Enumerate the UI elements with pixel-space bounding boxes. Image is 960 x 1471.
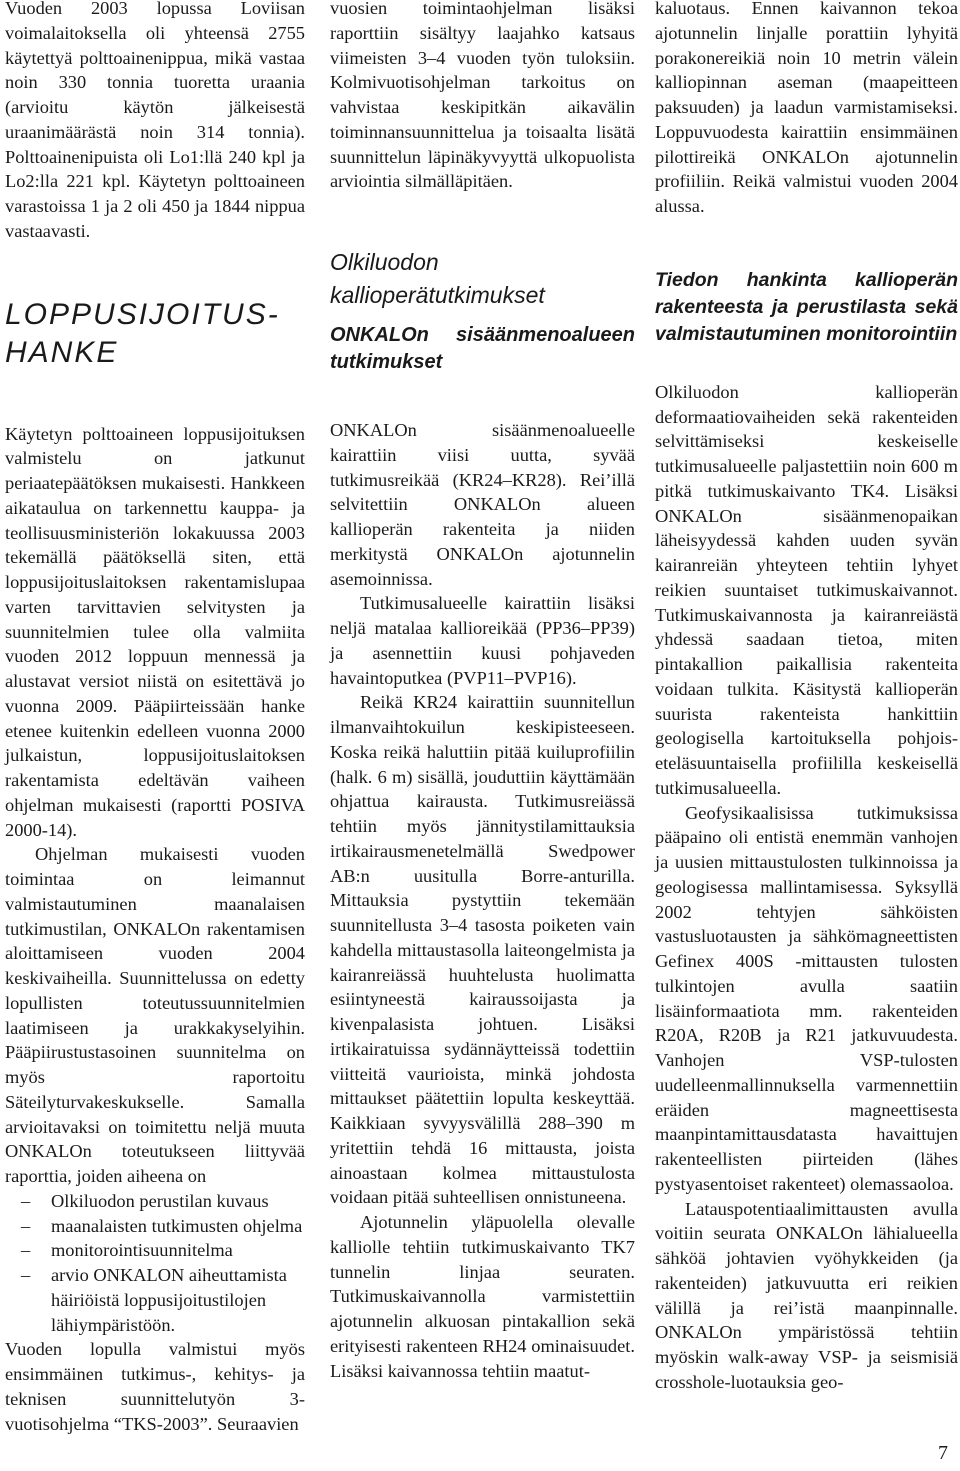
body-paragraph: Latauspotentiaalimittausten avulla voitiin seurata ONKALOn lähialueella sähköä johtavien vyöhykkeiden (ja rakenteiden) jatkuvuutta eri reikien välillä ja rei’istä maanpinnalle. ONKALOn ympäristössä tehtiin myöskin walk-away VSP- ja seismisiä crosshole-luotauksia geo-: [655, 1198, 958, 1392]
intro-paragraph: Vuoden 2003 lopussa Loviisan voimalaitoksella oli yhteensä 2755 käytettyä polttoainenippua, mikä vastaa noin 330 tonnia tuoretta uraania (arvioitu käytön jälkeisestä uraanimäärästä noin 314 tonnia). Polttoainenipuista oli Lo1:llä 240 kpl ja Lo2:lla 221 kpl. Käytetyn polttoaineen varastoissa 1 ja 2 oli 450 ja 1844 nippua vastaavasti.: [5, 0, 305, 241]
list-item: – Olkiluodon perustilan kuvaus: [51, 1189, 305, 1214]
section-heading-loppusijoitus: LOPPUSIJOITUS-HANKE: [5, 297, 280, 369]
body-paragraph: Käytetyn polttoaineen loppusijoituksen valmistelu on jatkunut periaatepäätöksen mukaisesti. Hankkeen aikataulua on tarkennettu kauppa- ja teollisuusministeriön lokakuussa 2003 tekemällä päätöksellä siten, että loppusijoituslaitoksen rakentamislupaa varten tarvittavien selvitysten ja suunnitelmien tulee olla valmiita vuoden 2012 loppuun mennessä ja alustavat versiot niistä on esitettävä jo vuonna 2009. Pääpiirteissään hanke etenee kuitenkin edelleen vuonna 2000 julkaistun, loppusijoituslaitoksen rakentamista edeltävän vaiheen ohjelman mukaisesti (raportti POSIVA 2000-14).: [5, 423, 305, 840]
column-2: [330, 0, 635, 1383]
body-paragraph: Vuoden lopulla valmistui myös ensimmäinen tutkimus-, kehitys- ja teknisen suunnittelutyön 3-vuotisohjelma “TKS-2003”. Seuraavien: [5, 1339, 305, 1434]
list-item: – arvio ONKALON aiheuttamista häiriöistä loppusijoitustilojen lähiympäristöön.: [51, 1263, 305, 1337]
body-paragraph: kaluotaus. Ennen kaivannon tekoa ajotunnelin linjalle porattiin lyhyitä porakonereikiä noin 10 metrin välein kalliopinnan aseman (maapeitteen paksuuden) ja laadun varmistamiseksi. Loppuvuodesta kairattiin ensimmäinen pilottireikä ONKALOn ajotunnelin profiiliin. Reikä valmistui vuoden 2004 alussa.: [655, 0, 958, 216]
subsection-heading-onkalo: ONKALOn sisäänmenoalueen tutkimukset: [330, 324, 635, 373]
body-paragraph: Reikä KR24 kairattiin suunnitellun ilmanvaihtokuilun keskipisteeseen. Koska reikä haluttiin pitää kuiluprofiilin (halk. 6 m) sisällä, jouduttiin käyttämään ohjattua kairausta. Tutkimusreiässä tehtiin myös jännitystilamittauksia irtikairausmenetelmällä Swedpower AB:n uusitulla Borre-anturilla. Mittauksia pystyttiin tekemään suunnitellusta 3–4 tasosta poiketen vain kahdella mittaustasolla laiteongelmista ja kairanreiässä huuhtelusta huolimatta esiintyneestä kairaussoijasta ja kivenpalasista johtuen. Lisäksi irtikairatuissa sydännäytteissä todettiin viitteitä vaurioista, minkä johdosta mittaukset päätettiin lopulta keskeyttää. Kaikkiaan syvyysvälillä 288–390 m yritettiin tehdä 16 mittausta, joista ainoastaan kolmea mittaustulosta voidaan pitää suhteellisen onnistuneena.: [330, 692, 635, 1208]
column-1: [5, 0, 305, 1436]
body-paragraph: Tutkimusalueelle kairattiin lisäksi neljä matalaa kallioreikää (PP36–PP39) ja asennettiin kuusi pohjaveden havaintoputkea (PVP11–PVP16).: [330, 593, 635, 688]
column-3: [655, 0, 958, 1395]
body-paragraph: Olkiluodon kallioperän deformaatiovaiheiden sekä rakenteiden selvittämiseksi keskeiselle tutkimusalueelle paljastettiin noin 600 m pitkä tutkimuskaivanto TK4. Lisäksi ONKALOn sisäänmenopaikan läheisyydessä kahden uuden syvän kairanreiän yhteyteen tehtiin lyhyet reikien suuntaiset tutkimuskaivannot. Tutkimuskaivannosta ja kairanreiästä yhdessä saadaan tietoa, miten pintakallion paikallisia rakenteita voidaan tulkita. Käsitystä kallioperän suurista rakenteista hankittiin geologisella kartoituksella pohjois-eteläsuuntaisella profiililla keskeisellä tutkimusalueella.: [655, 381, 958, 798]
body-paragraph: vuosien toimintaohjelman lisäksi raporttiin sisältyy laajahko katsaus viimeisten 3–4 vuoden työn tuloksiin. Kolmivuotisohjelman tarkoitus on vahvistaa keskipitkän aikavälin toiminnansuunnittelua ja toisaalta lisätä suunnittelun läpinäkyvyyttä ulkopuolista arviointia silmälläpitäen.: [330, 0, 635, 192]
list-item: – maanalaisten tutkimusten ohjelma: [51, 1214, 305, 1239]
body-paragraph: ONKALOn sisäänmenoalueelle kairattiin viisi uutta, syvää tutkimusreikää (KR24–KR28). Rei’illä selvitettiin ONKALOn alueen kallioperän rakenteita ja niiden merkitystä ONKALOn ajotunnelin asemoinnissa.: [330, 420, 635, 589]
report-topics-list: [5, 1189, 305, 1338]
body-paragraph: Geofysikaalisissa tutkimuksissa pääpaino oli entistä enemmän vanhojen ja uusien mittaustulosten tulkinnoissa ja geologisessa mallintamisessa. Syksyllä 2002 tehtyjen sähköisten vastusluotausten ja sähkömagneettisten Gefinex 400S -mittausten tulosten tulkintojen avulla saatiin lisäinformaatiota mm. rakenteiden R20A, R20B ja R21 jatkuvuudesta. Vanhojen VSP-tulosten uudelleenmallinnuksella varmennettiin eräiden magneettisesta maanpintamittausdatasta havaittujen rakenteellisten piirteiden (lähes pystyasentoiset rakenteet) olemassaoloa.: [655, 802, 958, 1194]
page-number: 7: [938, 1442, 948, 1464]
body-paragraph: Ajotunnelin yläpuolella olevalle kalliolle tehtiin tutkimuskaivanto TK7 tunnelin linjaa seuraten. Tutkimuskaivannolla varmistettiin ajotunnelin alkuosan pintakallion sekä erityisesti rakenteen RH24 ominaisuudet. Lisäksi kaivannossa tehtiin maatut-: [330, 1212, 635, 1381]
section-heading-kallioperatutkimukset: Olkiluodon kallioperätutkimukset: [330, 249, 545, 308]
body-paragraph: Ohjelman mukaisesti vuoden toimintaa on leimannut valmistautuminen maanalaisen tutkimustilan, ONKALOn rakentamisen aloittamiseen vuoden 2004 keskivaiheilla. Suunnittelussa on edetty lopullisten toteutussuunnitelmien laatimiseen ja urakkakyselyihin. Pääpiirustustasoinen suunnitelma on myös raportoitu Säteilyturvakeskukselle. Samalla arvioitavaksi on toimitettu neljä muuta ONKALOn toteutukseen liittyvää raporttia, joiden aiheena on: [5, 844, 305, 1186]
list-item: – monitorointisuunnitelma: [51, 1238, 305, 1263]
subsection-heading-tiedon-hankinta: Tiedon hankinta kallioperän rakenteesta ja perustilasta sekä valmistautuminen monitorointiin: [655, 268, 958, 345]
